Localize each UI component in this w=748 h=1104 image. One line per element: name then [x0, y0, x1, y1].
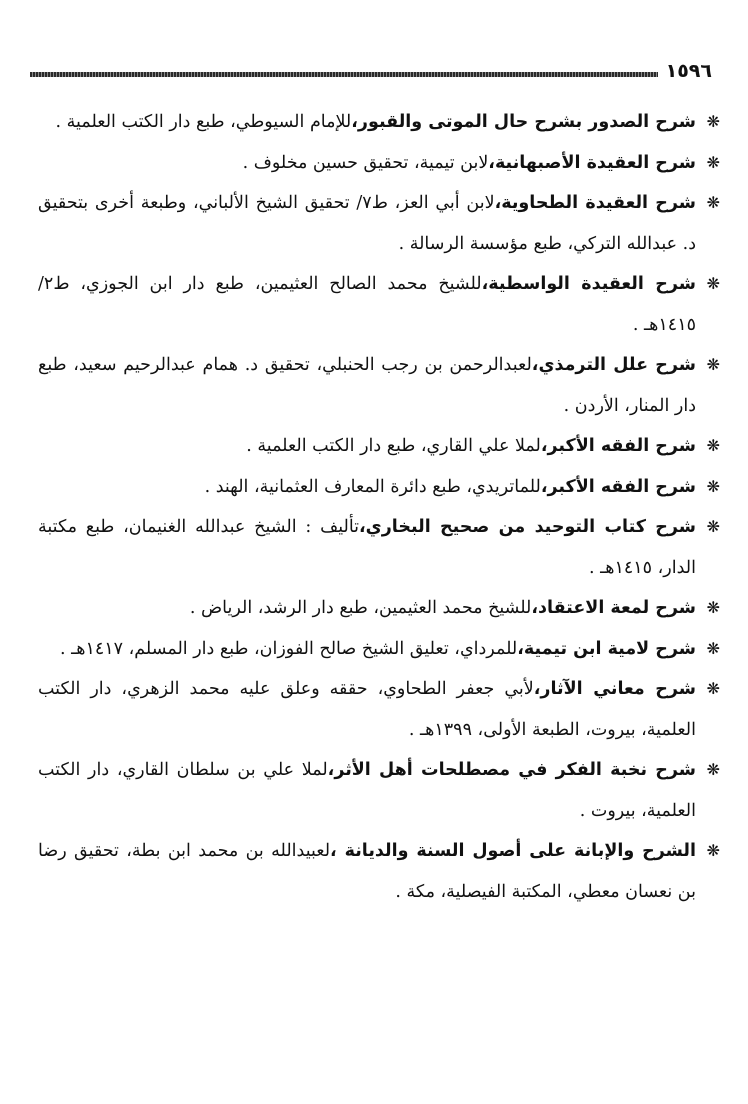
bibliography-entry — [38, 507, 720, 588]
bibliography-entry — [38, 102, 720, 143]
header-rule — [30, 72, 658, 77]
bibliography-entry — [38, 345, 720, 426]
entry-details: لابن أبي العز، ط٧/ تحقيق الشيخ الألباني، وطبعة أخرى بتحقيق د. عبدالله التركي، طبع مؤسسة الرسالة . — [38, 193, 696, 254]
bibliography-entry — [38, 750, 720, 831]
entry-title: شرح الفقه الأكبر، — [540, 436, 696, 456]
entry-details: للماتريدي، طبع دائرة المعارف العثمانية، الهند . — [204, 476, 541, 497]
entry-details: لعبدالرحمن بن رجب الحنبلي، تحقيق د. همام عبدالرحيم سعيد، طبع دار المنار، الأردن . — [38, 355, 696, 416]
entry-details: للشيخ محمد العثيمين، طبع دار الرشد، الرياض . — [189, 598, 532, 618]
entry-details: لملا علي بن سلطان القاري، دار الكتب العلمية، بيروت . — [38, 760, 696, 821]
bullet-star-icon: ❋ — [706, 841, 720, 860]
bullet-star-icon: ❋ — [706, 152, 720, 172]
entry-details: لأبي جعفر الطحاوي، حققه وعلق عليه محمد الزهري، دار الكتب العلمية، بيروت، الطبعة الأولى، ١٣٩٩هـ . — [38, 679, 696, 740]
entry-title: شرح نخبة الفكر في مصطلحات أهل الأثر، — [327, 760, 696, 780]
entry-title: شرح لمعة الاعتقاد، — [531, 598, 696, 618]
page-header — [30, 56, 712, 86]
entry-title: شرح الصدور بشرح حال الموتى والقبور، — [351, 112, 696, 132]
bullet-star-icon: ❋ — [706, 112, 720, 131]
entry-details: للشيخ محمد الصالح العثيمين، طبع دار ابن الجوزي، ط٢/ ١٤١٥هـ . — [38, 274, 696, 335]
bibliography-entry — [38, 588, 720, 629]
bibliography-entry — [38, 629, 720, 670]
bibliography-entry — [38, 183, 720, 264]
bibliography-entry — [38, 669, 720, 750]
entry-details: تأليف : الشيخ عبدالله الغنيمان، طبع مكتبة الدار، ١٤١٥هـ . — [38, 517, 696, 578]
entry-title: شرح لامية ابن تيمية، — [517, 638, 696, 659]
bullet-star-icon: ❋ — [706, 679, 720, 698]
entry-details: للمرداي، تعليق الشيخ صالح الفوزان، طبع دار المسلم، ١٤١٧هـ . — [59, 638, 518, 659]
entry-details: لابن تيمية، تحقيق حسين مخلوف . — [242, 152, 489, 173]
bullet-star-icon: ❋ — [706, 476, 720, 496]
bullet-star-icon: ❋ — [706, 436, 720, 455]
bullet-star-icon: ❋ — [706, 598, 720, 617]
page-number: ١٥٩٦ — [665, 60, 712, 82]
bibliography-entry — [38, 831, 720, 912]
bullet-star-icon: ❋ — [706, 517, 720, 536]
entry-title: الشرح والإبانة على أصول السنة والديانة ، — [330, 841, 696, 861]
bibliography-list — [38, 102, 720, 912]
entry-title: شرح علل الترمذي، — [531, 355, 697, 375]
bibliography-entry — [38, 426, 720, 467]
entry-title: شرح العقيدة الأصبهانية، — [488, 152, 696, 173]
entry-title: شرح الفقه الأكبر، — [540, 476, 696, 497]
bullet-star-icon: ❋ — [706, 760, 720, 779]
entry-title: شرح كتاب التوحيد من صحيح البخاري، — [359, 517, 696, 537]
entry-title: شرح العقيدة الواسطية، — [481, 274, 696, 294]
bullet-star-icon: ❋ — [706, 193, 720, 212]
entry-details: لعبيدالله بن محمد ابن بطة، تحقيق رضا بن نعسان معطي، المكتبة الفيصلية، مكة . — [38, 841, 696, 902]
entry-title: شرح العقيدة الطحاوية، — [494, 193, 697, 213]
entry-details: للإمام السيوطي، طبع دار الكتب العلمية . — [55, 112, 352, 132]
bullet-star-icon: ❋ — [706, 274, 720, 293]
entry-title: شرح معاني الآثار، — [533, 679, 696, 699]
entry-details: لملا علي القاري، طبع دار الكتب العلمية . — [246, 436, 541, 456]
bullet-star-icon: ❋ — [706, 355, 720, 374]
bullet-star-icon: ❋ — [706, 638, 720, 658]
bibliography-entry — [38, 467, 720, 508]
bibliography-entry — [38, 143, 720, 184]
bibliography-entry — [38, 264, 720, 345]
